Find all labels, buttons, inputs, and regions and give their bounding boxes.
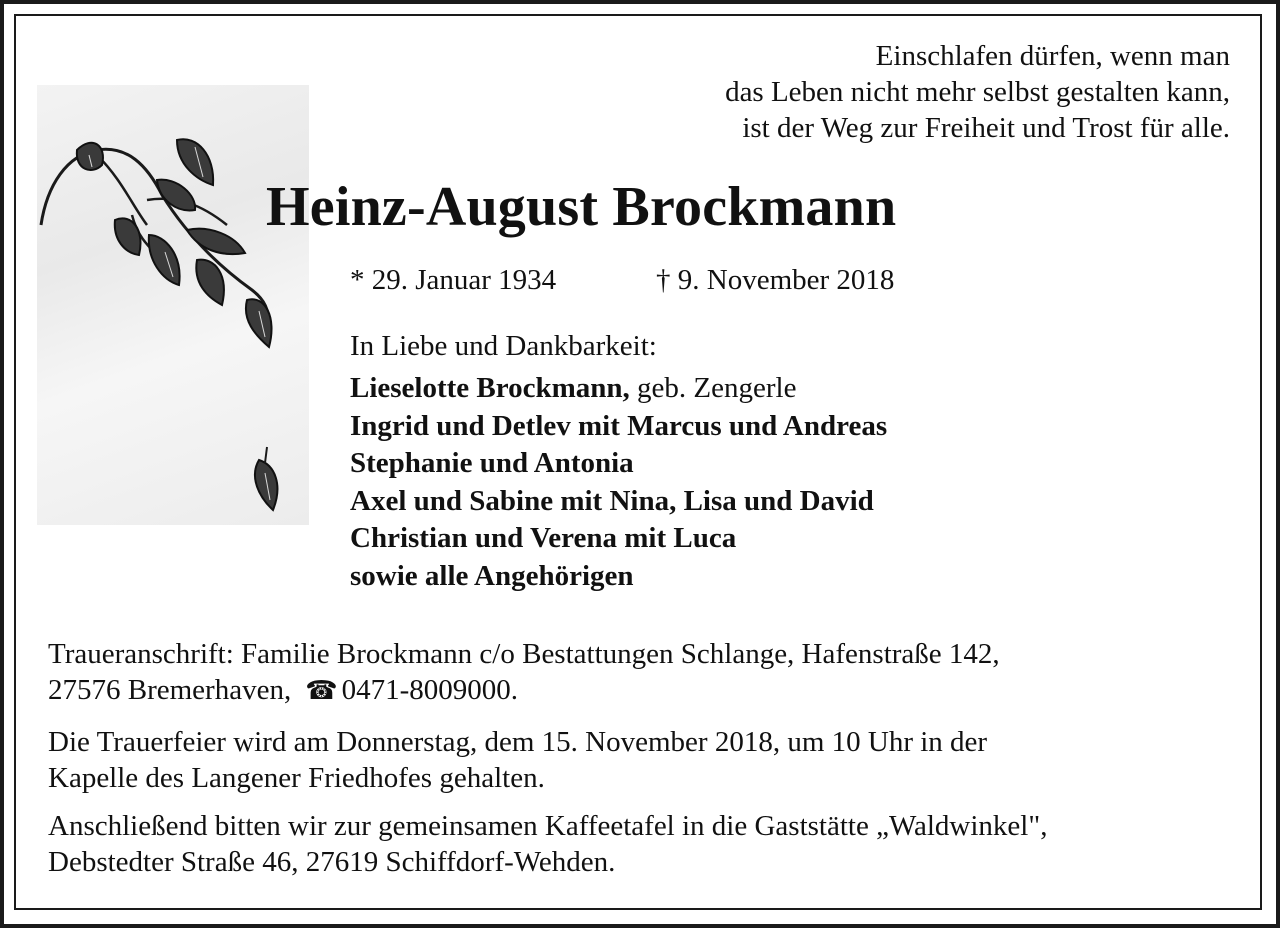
- mourner-maiden-name: geb. Zengerle: [629, 372, 797, 404]
- mourner-line: Christian und Verena mit Luca: [350, 522, 737, 554]
- mourner-line: Stephanie und Antonia: [350, 447, 634, 479]
- motto-verse: [530, 38, 1230, 146]
- motto-line: Einschlafen dürfen, wenn man: [875, 40, 1230, 72]
- mourner-line: [350, 370, 887, 408]
- death-date: † 9. November 2018: [656, 264, 895, 296]
- reception-info: [48, 808, 1047, 880]
- reception-line: Anschließend bitten wir zur gemeinsamen Kaffeetafel in die Gaststätte „Waldwinkel",: [48, 810, 1048, 842]
- motto-line: das Leben nicht mehr selbst gestalten kann,: [725, 76, 1230, 108]
- birth-date: * 29. Januar 1934: [350, 264, 557, 296]
- phone-number: 0471-8009000.: [341, 674, 519, 706]
- address-line: [48, 672, 1000, 709]
- dedication-line: In Liebe und Dankbarkeit:: [350, 330, 657, 362]
- mourner-name: Lieselotte Brockmann,: [350, 372, 630, 404]
- address-city: 27576 Bremerhaven,: [48, 674, 292, 706]
- motto-line: ist der Weg zur Freiheit und Trost für alle.: [742, 112, 1230, 144]
- ceremony-info: [48, 724, 987, 796]
- address-line: Traueranschrift: Familie Brockmann c/o Bestattungen Schlange, Hafenstraße 142,: [48, 638, 1000, 670]
- mourner-line: sowie alle Angehörigen: [350, 559, 634, 592]
- ceremony-line: Kapelle des Langener Friedhofes gehalten.: [48, 762, 545, 794]
- mourning-address: [48, 636, 1000, 709]
- mourner-line: Axel und Sabine mit Nina, Lisa und David: [350, 484, 874, 517]
- telephone-icon: ☎: [305, 676, 338, 705]
- deceased-name: Heinz-August Brockmann: [266, 176, 897, 238]
- mourners-list: [350, 370, 887, 595]
- leaf-branch-icon: [37, 85, 309, 525]
- branch-illustration: [37, 85, 309, 525]
- mourner-line: Ingrid und Detlev mit Marcus und Andreas: [350, 409, 888, 442]
- reception-line: Debstedter Straße 46, 27619 Schiffdorf-Wehden.: [48, 846, 616, 878]
- ceremony-line: Die Trauerfeier wird am Donnerstag, dem 15. November 2018, um 10 Uhr in der: [48, 726, 988, 758]
- life-dates: [350, 262, 895, 298]
